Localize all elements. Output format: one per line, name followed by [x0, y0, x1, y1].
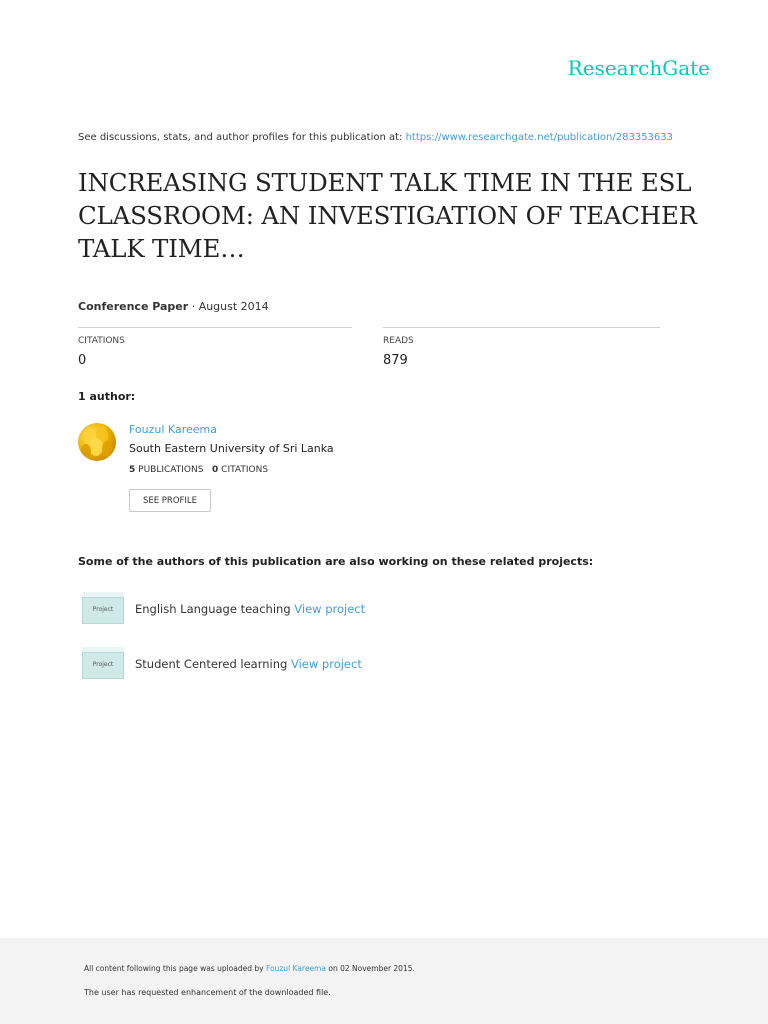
uploader-link[interactable]: Fouzul Kareema — [265, 964, 326, 973]
meta-separator: · — [191, 300, 196, 313]
citations-divider — [78, 327, 352, 328]
enhancement-note: The user has requested enhancement of the downloaded file. — [84, 988, 331, 997]
project-folder-icon — [82, 592, 124, 624]
authors-heading: 1 author: — [78, 390, 136, 403]
project-entry — [135, 657, 362, 671]
project-row — [82, 647, 482, 681]
publication-date: August 2014 — [198, 300, 269, 313]
publication-type: Conference Paper — [78, 300, 189, 313]
source-prefix: See discussions, stats, and author profiles for this publication at: — [78, 132, 403, 143]
project-row — [82, 592, 482, 626]
related-projects-heading: Some of the authors of this publication are also working on these related projects: — [78, 555, 594, 568]
author-citations-label: CITATIONS — [221, 465, 269, 475]
publication-meta — [78, 300, 269, 313]
upload-notice — [84, 964, 415, 973]
project-name: Student Centered learning — [135, 657, 288, 671]
publication-url-link[interactable]: https://www.researchgate.net/publication/283353633 — [405, 132, 674, 143]
page-footer — [0, 938, 768, 1024]
author-avatar[interactable] — [78, 423, 116, 461]
upload-date: on 02 November 2015. — [328, 964, 415, 973]
author-name-link[interactable]: Fouzul Kareema — [129, 423, 217, 436]
source-line — [78, 132, 673, 143]
author-publications-count: 5 — [129, 465, 136, 475]
author-publications-label: PUBLICATIONS — [138, 465, 204, 475]
researchgate-logo[interactable]: ResearchGate — [567, 56, 710, 80]
reads-label: READS — [383, 336, 414, 346]
project-thumb-label: Project — [92, 661, 114, 668]
see-profile-button[interactable]: SEE PROFILE — [129, 489, 211, 512]
citations-value: 0 — [78, 353, 87, 368]
project-thumb-label: Project — [92, 606, 114, 613]
author-institution: South Eastern University of Sri Lanka — [129, 442, 334, 455]
author-citations-count: 0 — [212, 465, 219, 475]
flower-image-icon — [78, 423, 116, 461]
reads-value: 879 — [383, 353, 408, 368]
author-stats — [129, 465, 268, 475]
project-folder-icon — [82, 647, 124, 679]
reads-divider — [383, 327, 660, 328]
project-name: English Language teaching — [135, 602, 291, 616]
view-project-link[interactable]: View project — [294, 602, 366, 616]
view-project-link[interactable]: View project — [290, 657, 362, 671]
project-entry — [135, 602, 365, 616]
upload-prefix: All content following this page was uploaded by — [84, 964, 264, 973]
citations-label: CITATIONS — [78, 336, 125, 346]
publication-title: INCREASING STUDENT TALK TIME IN THE ESL CLASSROOM: AN INVESTIGATION OF TEACHER TALK TIME… — [78, 168, 697, 263]
